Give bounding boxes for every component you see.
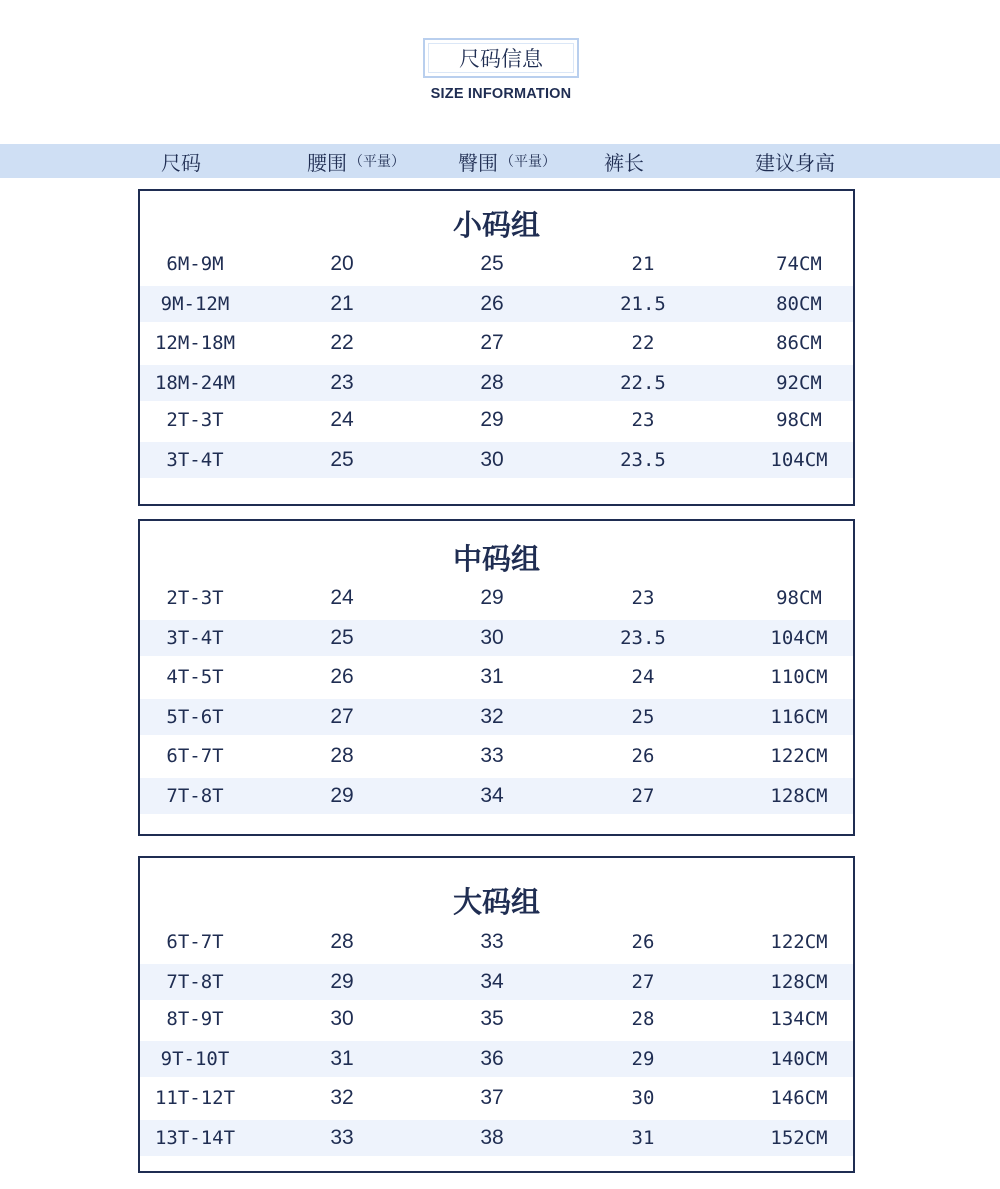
- size-cell: 2T-3T: [166, 409, 224, 431]
- waist-cell: 33: [330, 1126, 354, 1149]
- height-cell: 122CM: [770, 931, 828, 953]
- height-cell: 80CM: [776, 293, 822, 315]
- height-cell: 128CM: [770, 785, 828, 807]
- header-hip-note: （平量）: [500, 154, 556, 170]
- header-height: 建议身高: [755, 150, 835, 175]
- height-cell: 74CM: [776, 253, 822, 275]
- height-cell: 98CM: [776, 587, 822, 609]
- waist-cell: 22: [330, 331, 354, 354]
- length-cell: 30: [631, 1087, 655, 1109]
- waist-cell: 25: [330, 626, 354, 649]
- size-cell: 18M-24M: [154, 372, 236, 394]
- length-cell: 27: [631, 971, 655, 993]
- hip-cell: 28: [480, 371, 504, 394]
- length-cell: 21: [631, 253, 655, 275]
- header-waist: 腰围 （平量）: [307, 150, 405, 175]
- hip-cell: 36: [480, 1047, 504, 1070]
- height-cell: 122CM: [770, 745, 828, 767]
- height-cell: 104CM: [770, 627, 828, 649]
- length-cell: 25: [631, 706, 655, 728]
- height-cell: 116CM: [770, 706, 828, 728]
- length-cell: 23.5: [620, 449, 666, 471]
- waist-cell: 31: [330, 1047, 354, 1070]
- waist-cell: 26: [330, 665, 354, 688]
- size-cell: 2T-3T: [166, 587, 224, 609]
- size-cell: 5T-6T: [166, 706, 224, 728]
- table-row: [140, 1080, 853, 1116]
- height-cell: 104CM: [770, 449, 828, 471]
- hip-cell: 34: [480, 784, 504, 807]
- waist-cell: 32: [330, 1086, 354, 1109]
- page-title: 尺码信息: [428, 43, 574, 73]
- table-row: [140, 365, 853, 401]
- size-cell: 13T-14T: [154, 1127, 236, 1149]
- table-row: [140, 286, 853, 322]
- height-cell: 140CM: [770, 1048, 828, 1070]
- height-cell: 110CM: [770, 666, 828, 688]
- hip-cell: 25: [480, 252, 504, 275]
- hip-cell: 33: [480, 744, 504, 767]
- size-cell: 3T-4T: [166, 449, 224, 471]
- length-cell: 23: [631, 587, 655, 609]
- group-title: 大码组: [452, 885, 540, 919]
- header-size: 尺码: [161, 150, 201, 175]
- hip-cell: 34: [480, 970, 504, 993]
- table-row: [140, 924, 853, 960]
- hip-cell: 30: [480, 448, 504, 471]
- table-row: [140, 1041, 853, 1077]
- size-cell: 6T-7T: [166, 745, 224, 767]
- table-row: [140, 778, 853, 814]
- waist-cell: 27: [330, 705, 354, 728]
- length-cell: 21.5: [620, 293, 666, 315]
- column-header-band: [0, 144, 1000, 178]
- table-row: [140, 246, 853, 282]
- waist-cell: 28: [330, 930, 354, 953]
- table-row: [140, 964, 853, 1000]
- table-row: [140, 1001, 853, 1037]
- size-cell: 9T-10T: [160, 1048, 230, 1070]
- size-cell: 9M-12M: [160, 293, 230, 315]
- waist-cell: 29: [330, 970, 354, 993]
- length-cell: 31: [631, 1127, 655, 1149]
- size-cell: 11T-12T: [154, 1087, 236, 1109]
- size-cell: 8T-9T: [166, 1008, 224, 1030]
- hip-cell: 31: [480, 665, 504, 688]
- header-hip: 臀围 （平量）: [458, 150, 556, 175]
- height-cell: 92CM: [776, 372, 822, 394]
- waist-cell: 21: [330, 292, 354, 315]
- length-cell: 26: [631, 745, 655, 767]
- length-cell: 29: [631, 1048, 655, 1070]
- hip-cell: 27: [480, 331, 504, 354]
- length-cell: 26: [631, 931, 655, 953]
- size-cell: 7T-8T: [166, 785, 224, 807]
- height-cell: 98CM: [776, 409, 822, 431]
- table-row: [140, 325, 853, 361]
- group-title: 中码组: [452, 542, 540, 576]
- size-cell: 3T-4T: [166, 627, 224, 649]
- length-cell: 28: [631, 1008, 655, 1030]
- waist-cell: 28: [330, 744, 354, 767]
- table-row: [140, 659, 853, 695]
- hip-cell: 30: [480, 626, 504, 649]
- length-cell: 22: [631, 332, 655, 354]
- hip-cell: 29: [480, 586, 504, 609]
- size-cell: 4T-5T: [166, 666, 224, 688]
- waist-cell: 23: [330, 371, 354, 394]
- length-cell: 24: [631, 666, 655, 688]
- header-waist-note: （平量）: [349, 154, 405, 170]
- length-cell: 27: [631, 785, 655, 807]
- waist-cell: 20: [330, 252, 354, 275]
- height-cell: 152CM: [770, 1127, 828, 1149]
- height-cell: 146CM: [770, 1087, 828, 1109]
- hip-cell: 38: [480, 1126, 504, 1149]
- size-cell: 12M-18M: [154, 332, 236, 354]
- table-row: [140, 620, 853, 656]
- size-group-small: [138, 189, 855, 506]
- hip-cell: 26: [480, 292, 504, 315]
- waist-cell: 29: [330, 784, 354, 807]
- page-subtitle: SIZE INFORMATION: [430, 86, 572, 102]
- hip-cell: 33: [480, 930, 504, 953]
- size-group-large: [138, 856, 855, 1173]
- table-row: [140, 738, 853, 774]
- hip-cell: 35: [480, 1007, 504, 1030]
- waist-cell: 30: [330, 1007, 354, 1030]
- length-cell: 22.5: [620, 372, 666, 394]
- size-cell: 6T-7T: [166, 931, 224, 953]
- title-box: [423, 38, 579, 78]
- table-row: [140, 442, 853, 478]
- size-group-medium: [138, 519, 855, 836]
- length-cell: 23: [631, 409, 655, 431]
- group-title: 小码组: [452, 208, 540, 242]
- height-cell: 128CM: [770, 971, 828, 993]
- height-cell: 134CM: [770, 1008, 828, 1030]
- size-cell: 7T-8T: [166, 971, 224, 993]
- hip-cell: 29: [480, 408, 504, 431]
- header-length: 裤长: [604, 150, 644, 175]
- table-row: [140, 699, 853, 735]
- waist-cell: 25: [330, 448, 354, 471]
- hip-cell: 32: [480, 705, 504, 728]
- size-cell: 6M-9M: [166, 253, 224, 275]
- length-cell: 23.5: [620, 627, 666, 649]
- waist-cell: 24: [330, 586, 354, 609]
- table-row: [140, 580, 853, 616]
- height-cell: 86CM: [776, 332, 822, 354]
- hip-cell: 37: [480, 1086, 504, 1109]
- waist-cell: 24: [330, 408, 354, 431]
- table-row: [140, 1120, 853, 1156]
- table-row: [140, 402, 853, 438]
